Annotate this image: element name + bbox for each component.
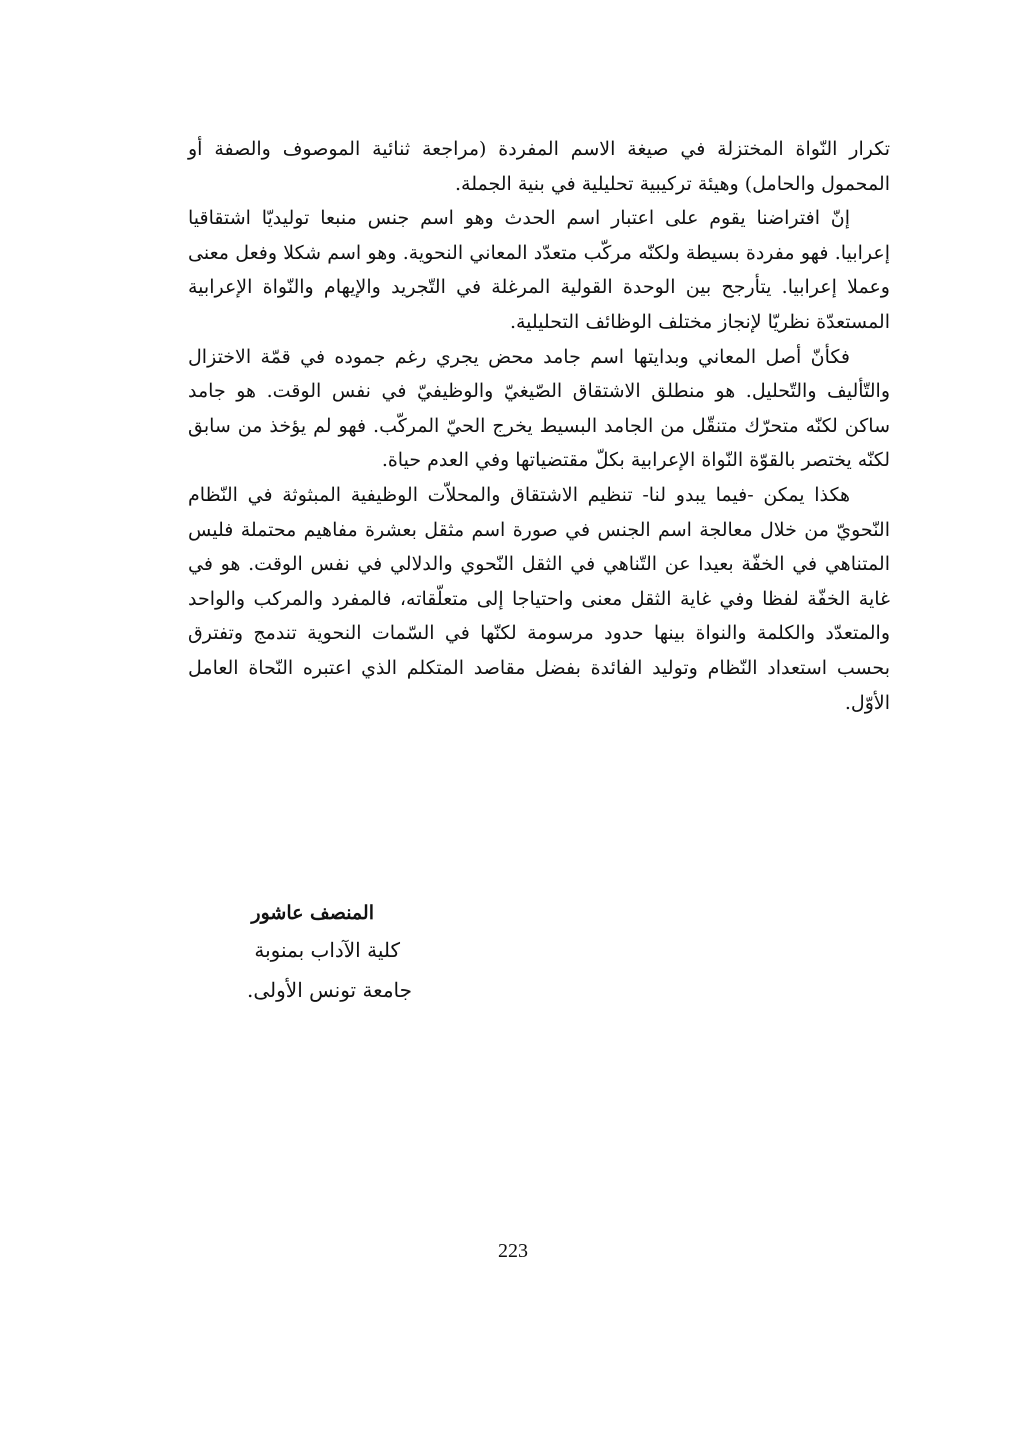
article-body — [188, 132, 890, 720]
paragraph-4: هكذا يمكن -فيما يبدو لنا- تنظيم الاشتقاق والمحلاّت الوظيفية المبثوثة في النّظام النّحويّ من خلال معالجة اسم الجنس في صورة اسم مثقل بعشرة مفاهيم محتملة فليس المتناهي في الخفّة بعيدا عن التّناهي في الثقل النّحوي والدلالي في نفس الوقت. هو في غاية الخفّة لفظا وفي غاية الثقل معنى واحتياجا إلى متعلّقاته، فالمفرد والمركب والواحد والمتعدّد والكلمة والنواة بينها حدود مرسومة لكنّها في السّمات النحوية تندمج وتفترق بحسب استعداد النّظام وتوليد الفائدة بفضل مقاصد المتكلم الذي اعتبره النّحاة العامل الأوّل. — [188, 483, 890, 714]
author-name: المنصف عاشور — [251, 902, 374, 924]
paragraph-2: إنّ افتراضنا يقوم على اعتبار اسم الحدث وهو اسم جنس منبعا توليديّا اشتقاقيا إعرابيا. فهو مفردة بسيطة ولكنّه مركّب متعدّد المعاني النحوية. وهو اسم شكلا وفعل معنى وعملا إعرابيا. يتأرجح بين الوحدة القولية المرغلة في التّجريد والإيهام والنّواة الإعرابية المستعدّة نظريّا لإنجاز مختلف الوظائف التحليلية. — [188, 207, 890, 333]
author-university: جامعة تونس الأولى. — [247, 978, 412, 1002]
paragraph-3: فكأنّ أصل المعاني وبدايتها اسم جامد محض يجري رغم جموده في قمّة الاختزال والتّأليف والتّحليل. هو منطلق الاشتقاق الصّيغيّ والوظيفيّ في نفس الوقت. هو جامد ساكن لكنّه متحرّك متنقّل من الجامد البسيط يخرج الحيّ المركّب. فهو لم يؤخذ من سابق لكنّه يختصر بالقوّة النّواة الإعرابية بكلّ مقتضياتها وفي العدم حياة. — [188, 345, 890, 472]
author-faculty: كلية الآداب بمنوبة — [254, 938, 400, 962]
author-signature-block — [190, 896, 430, 1010]
paragraph-1: تكرار النّواة المختزلة في صيغة الاسم المفردة (مراجعة ثنائية الموصوف والصفة أو المحمول والحامل) وهيئة تركيبية تحليلية في بنية الجملة. — [188, 138, 890, 195]
page-number: 223 — [498, 1240, 528, 1262]
